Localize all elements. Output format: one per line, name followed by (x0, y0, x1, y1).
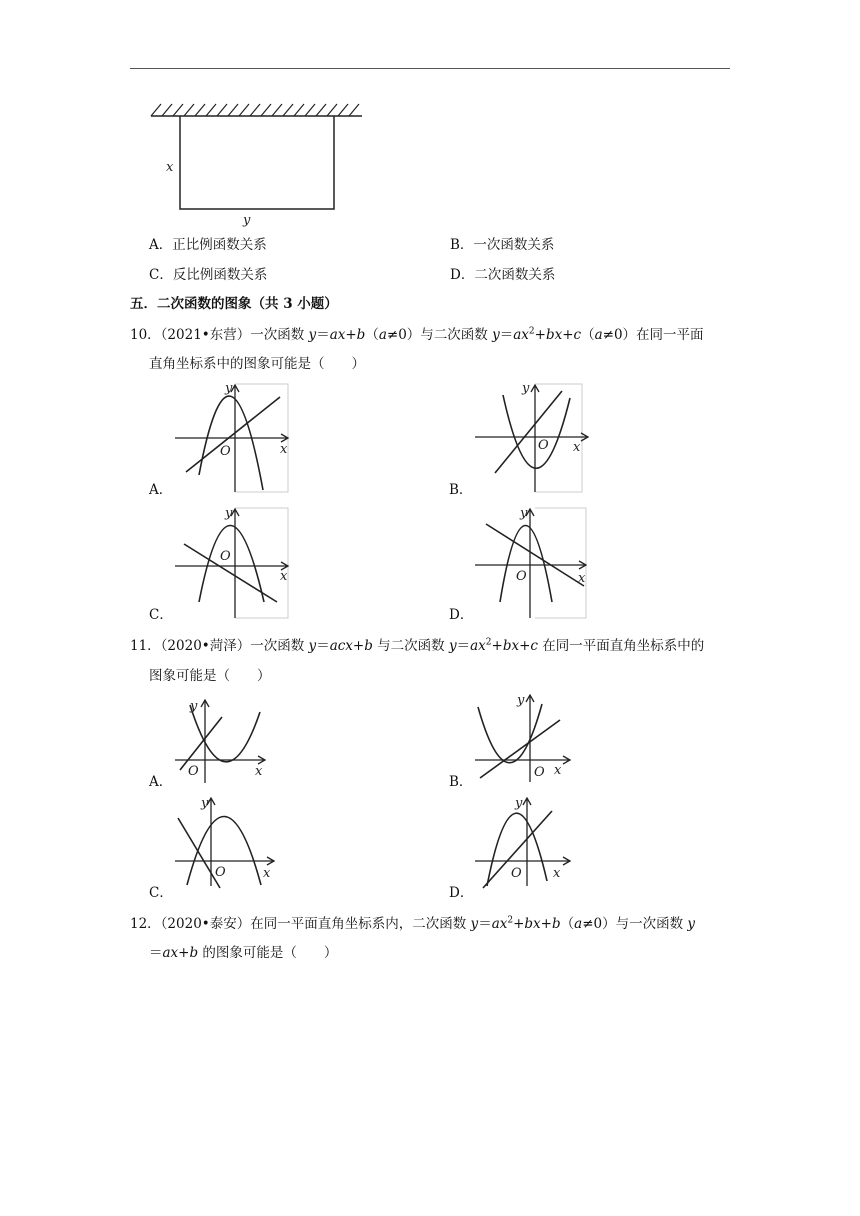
origin-label: O (516, 569, 527, 584)
origin-label: O (215, 865, 226, 880)
x-axis-label: x (573, 440, 581, 455)
x-axis-label: x (578, 571, 586, 586)
x-axis-label: x (255, 764, 263, 779)
origin-label: O (220, 444, 231, 459)
q10-graph-b (470, 380, 595, 495)
origin-label: O (188, 764, 199, 779)
y-axis-label: y (225, 506, 233, 521)
y-axis-label: y (225, 381, 233, 396)
origin-label: O (511, 866, 522, 881)
q11-graph-a (170, 695, 275, 785)
y-axis-label: y (517, 693, 525, 708)
q10-graph-a (170, 380, 295, 495)
y-axis-label: y (201, 796, 209, 811)
y-axis-label: y (190, 699, 198, 714)
q9-option-a[interactable]: A．正比例函数关系 (149, 237, 267, 253)
q10-stem-line2: 直角坐标系中的图象可能是（ ） (149, 356, 365, 372)
q11-option-a[interactable]: A． (149, 774, 173, 790)
q10-option-d[interactable]: D． (449, 607, 474, 623)
section-title: 五．二次函数的图象（共 3 小题） (130, 296, 338, 312)
q10-graph-c (170, 504, 295, 622)
q11-option-c[interactable]: C． (149, 885, 173, 901)
q10-option-b[interactable]: B． (449, 482, 473, 498)
y-axis-label: y (520, 506, 528, 521)
q12-stem-line2: ＝ax+b 的图象可能是（ ） (149, 945, 338, 961)
q9-option-c[interactable]: C．反比例函数关系 (149, 267, 268, 283)
q11-option-d[interactable]: D． (449, 885, 474, 901)
x-axis-label: x (263, 866, 271, 881)
q11-stem-line1: 11．（2020•菏泽）一次函数 y＝acx+b 与二次函数 $y=ax^2+bx+c$ 在同一平面直角坐标系中的 (130, 637, 705, 654)
q12-stem-line1: 12．（2020•泰安）在同一平面直角坐标系内，二次函数 $y=ax^2+bx+b(a\ne 0)$与一次函数 y (130, 915, 696, 932)
q11-option-b[interactable]: B． (449, 774, 473, 790)
x-axis-label: x (554, 763, 562, 778)
x-axis-label: x (280, 442, 288, 457)
origin-label: O (534, 765, 545, 780)
rectangle-fence-figure (148, 100, 368, 230)
q10-stem-line1: 10．（2021•东营）一次函数 y＝ax+b（a≠0）与二次函数 $y=ax^2+bx+c(a\ne 0)$在同一平面 (130, 326, 704, 343)
q11-graph-d (470, 793, 575, 888)
y-axis-label: y (522, 381, 530, 396)
q9-option-d[interactable]: D．二次函数关系 (450, 267, 556, 283)
origin-label: O (220, 549, 231, 564)
q10-option-a[interactable]: A． (149, 482, 173, 498)
x-axis-label: x (553, 866, 561, 881)
q10-option-c[interactable]: C． (149, 607, 173, 623)
q10-graph-d (470, 504, 595, 622)
q11-graph-b (470, 690, 575, 785)
y-axis-label: y (515, 796, 523, 811)
rect-side-label: x (166, 160, 174, 175)
origin-label: O (538, 438, 549, 453)
hatch-marks (151, 104, 359, 116)
x-axis-label: x (280, 569, 288, 584)
q9-option-b[interactable]: B．一次函数关系 (450, 237, 555, 253)
q11-graph-c (170, 793, 280, 888)
header-rule (130, 68, 730, 69)
q11-stem-line2: 图象可能是（ ） (149, 668, 271, 684)
rect-bottom-label: y (243, 213, 251, 228)
